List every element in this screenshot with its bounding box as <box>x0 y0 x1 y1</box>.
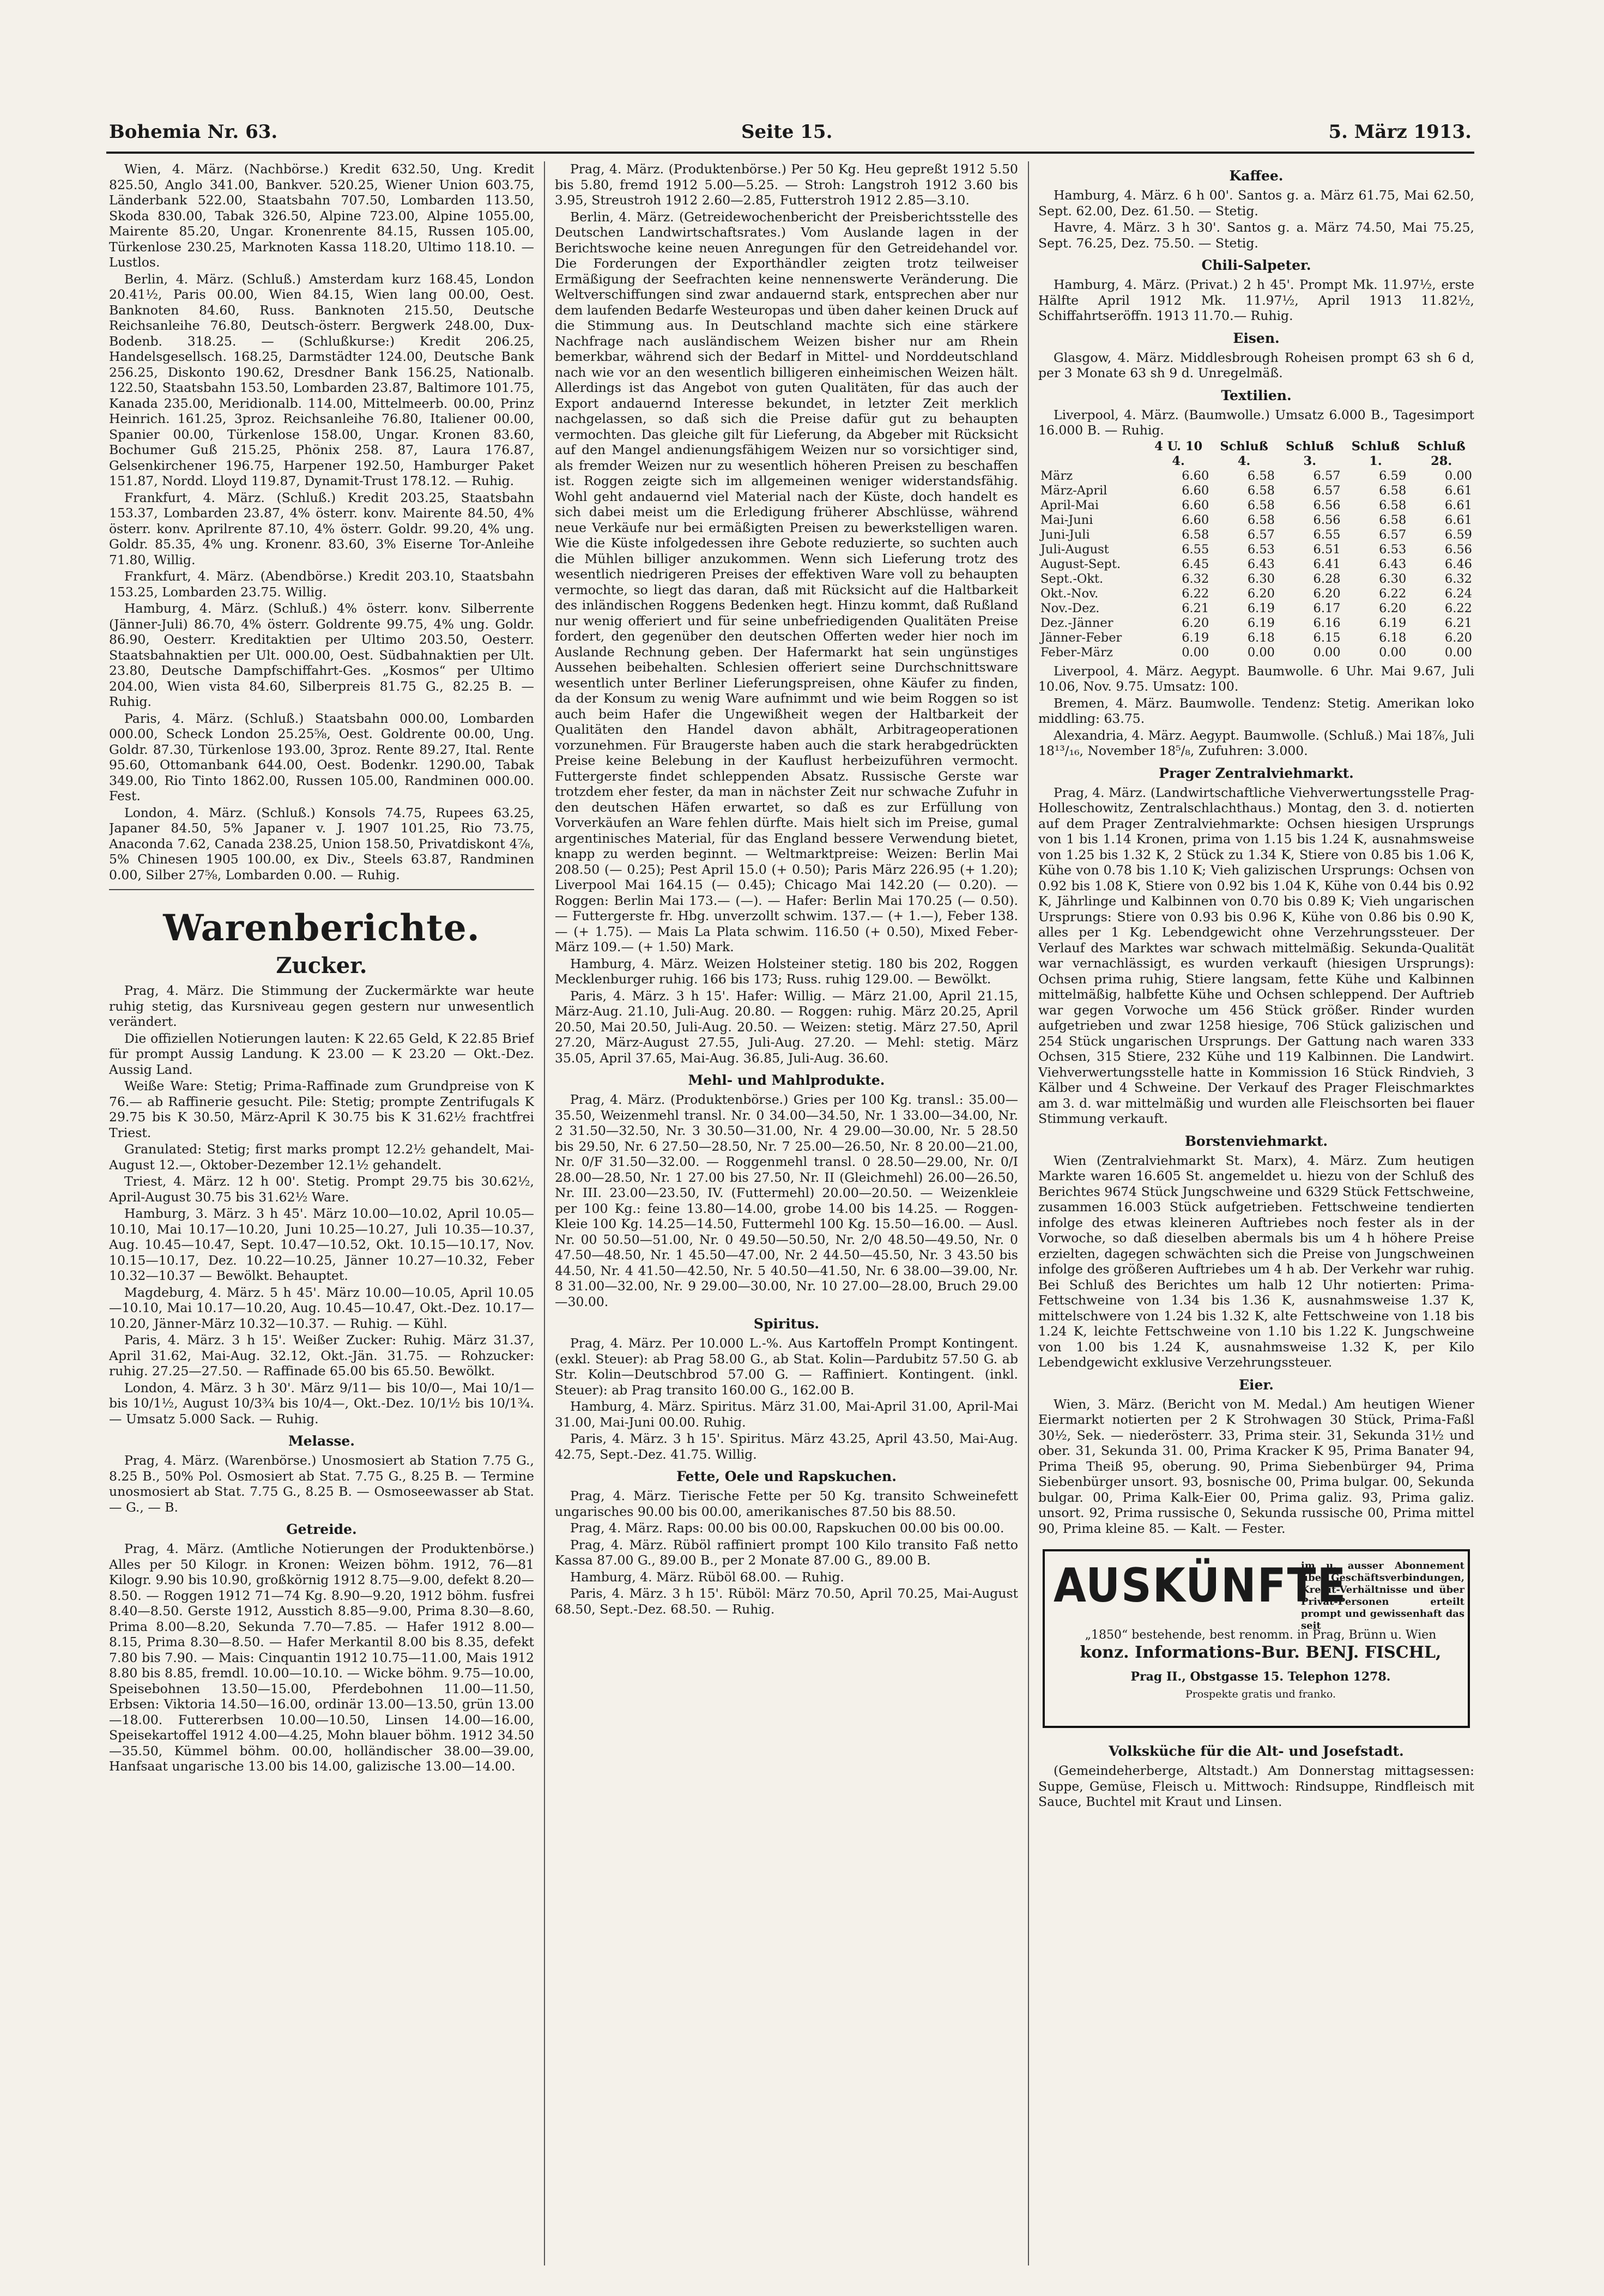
table-cell: 0.00 <box>1247 645 1275 660</box>
table-cell: 6.58 <box>1247 512 1275 527</box>
melasse-heading: Melasse. <box>288 1433 355 1449</box>
paragraph: Hamburg, 4. März. (Schluß.) 4% österr. konv. Silberrente (Jänner-Juli) 86.70, 4% österr. Goldrente 99.75, 4% ung. Goldr. 86.90, Oesterr. Kreditaktien per Ultimo 203.50, Oesterr. Staatsbahnaktien per Ult. 000.00, Oest. Südbahnaktien per Ult. 23.80, Deutsche Dampfschiffahrt-Ges. „Kosmos“ per Ultimo 204.00, Wien vista 84.60, Silberpreis 81.75 G., 82.25 B. — Ruhig. <box>109 601 534 709</box>
table-cell: 6.22 <box>1182 586 1209 601</box>
table-cell: 6.58 <box>1379 512 1407 527</box>
table-cell: 6.57 <box>1379 527 1407 542</box>
paragraph: Prag, 4. März. Raps: 00.00 bis 00.00, Rapskuchen 00.00 bis 00.00. <box>570 1520 1004 1536</box>
paragraph: Magdeburg, 4. März. 5 h 45'. März 10.00—10.05, April 10.05—10.10, Mai 10.17—10.20, Aug. 10.45—10.47, Okt.-Dez. 10.17—10.20, Jänner-März 10.32—10.37. — Ruhig. — Kühl. <box>109 1284 534 1331</box>
paragraph: Wien (Zentralviehmarkt St. Marx), 4. März. Zum heutigen Markte waren 16.605 St. angemeldet u. hiezu von der Schluß des Berichtes 9674 Stück Jungschweine und 6329 Stück Fettschweine, zusammen 16.003 Stück aufgetrieben. Fettschweine tendierten infolge des etwas kleineren Auftriebes noch fester als in der Vorwoche, so daß dieselben abermals bis um 4 h höhere Preise erzielten, dagegen schwächten sich die Preise von Jungschweinen infolge des größeren Auftriebes um 4 h ab. Der Verkehr war ruhig. Bei Schluß des Berichtes um halb 12 Uhr notierten: Prima-Fettschweine von 1.34 bis 1.36 K, ausnahmsweise 1.37 K, mittelschwere von 1.24 bis 1.32 K, alte Fettschweine von 1.18 bis 1.24 K, leichte Fettschweine von 1.10 bis 1.22 K. Jungschweine von 1.00 bis 1.24 K, ausnahmsweise 1.32 K, per Kilo Lebendgewicht exklusive Verzehrungssteuer. <box>1038 1152 1474 1370</box>
table-cell: Nov.-Dez. <box>1040 601 1100 615</box>
column-1 <box>109 161 534 2265</box>
table-cell: 0.00 <box>1444 468 1472 483</box>
table-row <box>1038 484 1474 498</box>
paragraph: Prag, 4. März. (Amtliche Notierungen der Produktenbörse.) Alles per 50 Kilogr. in Kronen: Weizen böhm. 1912, 76—81 Kilogr. 9.90 bis 10.90, großkörnig 1912 8.75—9.00, defekt 8.20—8.50. — Roggen 1912 71—74 Kg. 8.90—9.20, 1912 böhm. fusfrei 8.40—8.50. Gerste 1912, Ausstich 8.85—9.00, Prima 8.30—8.60, Prima 8.00—8.20, Sekunda 7.70—7.85. — Hafer 1912 8.00—8.15, Prima 8.30—8.50. — Hafer Merkantil 8.00 bis 8.35, defekt 7.80 bis 7.90. — Mais: Cinquantin 1912 10.75—11.00, Mais 1912 8.80 bis 8.85, fremdl. 10.00—10.10. — Wicke böhm. 9.75—10.00, Speisebohnen 13.50—15.00, Pferdebohnen 11.00—11.50, Erbsen: Viktoria 14.50—16.00, ordinär 13.00—13.50, grün 13.00—18.00. Futtererbsen 10.00—10.50, Linsen 14.00—16.00, Speisekartoffel 1912 4.00—4.25, Mohn blauer böhm. 1912 34.50—35.50, Kümmel böhm. 00.00, holländischer 38.00—39.00, Hanfsaat ungarische 13.00 bis 14.00, galizische 13.00—14.00. <box>109 1541 534 1774</box>
table-header-cell <box>1038 439 1146 454</box>
ad-address: Prag II., Obstgasse 15. Telephon 1278. <box>1130 1670 1391 1684</box>
table-cell: Juni-Juli <box>1040 527 1090 542</box>
table-cell: 6.18 <box>1379 630 1407 645</box>
table-cell: 6.56 <box>1444 542 1472 557</box>
table-cell: 6.20 <box>1182 615 1209 630</box>
table-cell: März <box>1040 468 1073 483</box>
table-header-cell: Schluß <box>1220 439 1268 454</box>
table-cell: 6.53 <box>1379 542 1407 557</box>
paragraph: Liverpool, 4. März. Aegypt. Baumwolle. 6 Uhr. Mai 9.67, Juli 10.06, Nov. 9.75. Umsatz: 100. <box>1038 663 1474 694</box>
table-cell: 6.53 <box>1247 542 1275 557</box>
boerse-section <box>109 161 534 883</box>
paragraph: London, 4. März. 3 h 30'. März 9/11— bis 10/0—, Mai 10/1— bis 10/1½, August 10/3¾ bis 10/4—, Okt.-Dez. 10/1½ bis 10/1¾. — Umsatz 5.000 Sack. — Ruhig. <box>109 1380 534 1427</box>
paragraph: Glasgow, 4. März. Middlesbrough Roheisen prompt 63 sh 6 d, per 3 Monate 63 sh 9 d. Unregelmäß. <box>1038 349 1474 380</box>
paragraph: Frankfurt, 4. März. (Abendbörse.) Kredit 203.10, Staatsbahn 153.25, Lombarden 23.75. Willig. <box>109 569 534 600</box>
table-cell: 6.58 <box>1182 527 1209 542</box>
table-cell: 6.55 <box>1313 527 1341 542</box>
paragraph: Prag, 4. März. (Produktenbörse.) Gries per 100 Kg. transl.: 35.00—35.50, Weizenmehl transl. Nr. 0 34.00—34.50, Nr. 1 33.00—34.00, Nr. 2 31.50—32.50, Nr. 3 30.50—31.00, Nr. 4 29.00—30.00, Nr. 5 28.50 bis 29.50, Nr. 6 27.50—28.50, Nr. 7 25.00—26.50, Nr. 8 20.00—21.00, Nr. 0/F 31.50—32.00. — Roggenmehl transl. 0 28.50—29.00, Nr. 0/I 28.00—28.50, Nr. 1 27.00 bis 27.50, Nr. II (Gleichmehl) 26.00—26.50, Nr. III. 23.00—23.50, IV. (Futtermehl) 20.00—20.50. — Weizenkleie per 100 Kg.: feine 13.80—14.00, grobe 14.00 bis 14.25. — Roggen-Kleie 100 Kg. 14.25—14.50, Futtermehl 100 Kg. 15.50—16.00. — Ausl. Nr. 00 50.50—51.00, Nr. 0 49.50—50.50, Nr. 2/0 48.50—49.50, Nr. 0 47.50—48.50, Nr. 1 45.50—47.00, Nr. 2 44.50—45.50, Nr. 3 43.50 bis 44.50, Nr. 4 41.50—42.50, Nr. 5 40.50—41.50, Nr. 6 38.00—39.00, Nr. 8 31.00—32.00, Nr. 9 29.00—30.00, Nr. 10 27.00—28.00, Bruch 29.00—30.00. <box>555 1092 1018 1309</box>
ad-line: „1850“ bestehende, best renomm. in Prag, Brünn u. Wien <box>1085 1628 1437 1642</box>
table-header-cell <box>1038 454 1146 469</box>
table-header-cell: 4. <box>1237 454 1251 468</box>
table-header-cell: 4 U. 10 <box>1154 439 1203 454</box>
table-cell: 6.41 <box>1313 557 1341 571</box>
paragraph: Prag, 4. März. (Warenbörse.) Unosmosiert ab Station 7.75 G., 8.25 B., 50% Pol. Osmosiert ab Stat. 7.75 G., 8.25 B. — Termine unosmosiert ab Stat. 7.75 G., 8.25 B. — Osmoseewasser ab Stat. — G., — B. <box>109 1453 534 1515</box>
table-cell: 0.00 <box>1379 645 1407 660</box>
table-cell: 6.58 <box>1247 483 1275 498</box>
column-divider <box>544 161 545 2265</box>
table-cell: 6.43 <box>1247 557 1275 571</box>
paragraph: Hamburg, 3. März. 3 h 45'. März 10.00—10.02, April 10.05—10.10, Mai 10.17—10.20, Juni 10.25—10.27, Juli 10.35—10.37, Aug. 10.45—10.47, Sept. 10.47—10.52, Okt. 10.15—10.17, Nov. 10.15—10.17, Dez. 10.22—10.25, Jänner 10.27—10.32, Feber 10.32—10.37 — Bewölkt. Behauptet. <box>109 1206 534 1283</box>
table-cell: 6.30 <box>1379 571 1407 586</box>
table-row <box>1038 557 1474 572</box>
table-cell: 6.20 <box>1247 586 1275 601</box>
table-cell: 6.43 <box>1379 557 1407 571</box>
table-cell: 6.18 <box>1247 630 1275 645</box>
paragraph: Triest, 4. März. 12 h 00'. Stetig. Prompt 29.75 bis 30.62½, April-August 30.75 bis 31.62½ Ware. <box>109 1174 534 1205</box>
header-left: Bohemia Nr. 63. <box>109 121 278 143</box>
paragraph: Die offiziellen Notierungen lauten: K 22.65 Geld, K 22.85 Brief für prompt Aussig Landung. K 23.00 — K 23.20 — Okt.-Dez. Aussig Land. <box>109 1030 534 1077</box>
table-cell: 6.58 <box>1247 498 1275 512</box>
paragraph: Paris, 4. März. 3 h 15'. Hafer: Willig. — März 21.00, April 21.15, März-Aug. 21.10, Juli-Aug. 20.80. — Roggen: ruhig. März 20.25, April 20.50, Mai 20.50, Juli-Aug. 20.50. — Weizen: stetig. März 27.50, April 27.20, März-August 27.55, Juli-Aug. 27.20. — Mehl: stetig. März 35.05, April 37.65, Mai-Aug. 36.85, Juli-Aug. 36.60. <box>555 988 1018 1066</box>
paragraph: Hamburg, 4. März. Weizen Holsteiner stetig. 180 bis 202, Roggen Mecklenburger ruhig. 166 bis 173; Russ. ruhig 129.00. — Bewölkt. <box>555 956 1018 987</box>
table-cell: 6.32 <box>1444 571 1472 586</box>
paragraph: Prag, 4. März. Die Stimmung der Zuckermärkte war heute ruhig stetig, das Kursniveau gegen gestern nur unwesentlich verändert. <box>109 983 534 1029</box>
paragraph: (Gemeindeherberge, Altstadt.) Am Donnerstag mittagsessen: Suppe, Gemüse, Fleisch u. Mittwoch: Rindsuppe, Rindfleisch mit Sauce, Buchtel mit Kraut und Linsen. <box>1038 1763 1474 1809</box>
eisen-heading: Eisen. <box>1233 330 1280 346</box>
paragraph: Frankfurt, 4. März. (Schluß.) Kredit 203.25, Staatsbahn 153.37, Lombarden 23.87, 4% österr. konv. Mairente 84.50, 4% österr. konv. Aprilrente 87.10, 4% österr. Goldr. 99.20, 4% ung. Goldr. 85.35, 4% ung. Kronenr. 83.60, 3% Eiserne Tor-Anleihe 71.80, Willig. <box>109 490 534 567</box>
paragraph: Hamburg, 4. März. Rüböl 68.00. — Ruhig. <box>570 1569 844 1585</box>
paragraph: Prag, 4. März. (Produktenbörse.) Per 50 Kg. Heu gepreßt 1912 5.50 bis 5.80, fremd 1912 5.00—5.25. — Stroh: Langstroh 1912 3.60 bis 3.95, Streustroh 1912 2.60—2.85, Futterstroh 1912 2.85—3.10. <box>555 161 1018 208</box>
table-row <box>1038 631 1474 645</box>
table-cell: 6.17 <box>1313 601 1341 615</box>
table-row <box>1038 542 1474 557</box>
paragraph: Hamburg, 4. März. 6 h 00'. Santos g. a. März 61.75, Mai 62.50, Sept. 62.00, Dez. 61.50. — Stetig. <box>1038 188 1474 219</box>
table-cell: 6.19 <box>1247 601 1275 615</box>
paragraph: Hamburg, 4. März. (Privat.) 2 h 45'. Prompt Mk. 11.97½, erste Hälfte April 1912 Mk. 11.97½, April 1913 11.82½, Schiffahrtseröffn. 1913 11.70.— Ruhig. <box>1038 277 1474 323</box>
table-cell: 6.56 <box>1313 498 1341 512</box>
table-cell: Sept.-Okt. <box>1040 571 1104 586</box>
table-cell: 6.19 <box>1247 615 1275 630</box>
table-cell: 6.20 <box>1444 630 1472 645</box>
table-cell: 6.60 <box>1182 468 1209 483</box>
table-row <box>1038 498 1474 513</box>
table-cell: 6.15 <box>1313 630 1341 645</box>
table-cell: 6.60 <box>1182 498 1209 512</box>
table-body <box>1038 469 1474 660</box>
zucker-heading: Zucker. <box>276 953 367 978</box>
paragraph: Berlin, 4. März. (Getreidewochenbericht der Preisberichtsstelle des Deutschen Landwirtschaftsrates.) Vom Auslande lagen in der Berichtswoche keine neuen Anregungen für den Getreidehandel vor. Die Forderungen der Exporthändler zeigten trotz teilweiser Ermäßigung der Seefrachten keine nennenswerte Veränderung. Die Weltverschiffungen sind zwar andauernd stark, entsprechen aber nur dem laufenden Bedarfe Westeuropas und üben daher keinen Druck auf die Stimmung aus. In Deutschland machte sich eine stärkere Nachfrage nach ausländischem Weizen bisher nur am Rhein bemerkbar, während sich der Bedarf in Mittel- und Norddeutschland nach wie vor an den wesentlich billigeren einheimischen Weizen hält. Allerdings ist das Angebot von guten Qualitäten, für das auch der Export andauernd Interesse bekundet, in letzter Zeit merklich nachgelassen, so daß sich die Preise dafür gut zu behaupten vermochten. Das gleiche gilt für Lieferung, da Abgeber mit Rücksicht auf den Mangel andienungsfähigem Weizen nur so vorsichtiger sind, als fremder Weizen nur zu wesentlich höheren Preisen zu beschaffen ist. Roggen zeigte sich im allgemeinen weniger widerstandsfähig. Wohl geht andauernd viel Material nach der Küste, doch handelt es sich dabei meist um die Erledigung früherer Abschlüsse, während neue Verkäufe nur bei ermäßigten Preisen zu bewerkstelligen waren. Wie die Küste infolgedessen ihre Gebote reduzierte, so suchten auch die Mühlen billiger anzukommen. Wenn sich Lieferung trotz des wesentlich niedrigeren Preises der effektiven Ware voll zu behaupten vermochte, so liegt das daran, daß mit Rücksicht auf die Haltbarkeit des inländischen Roggens Bedenken hegt. Hinzu kommt, daß Rußland nur wenig offeriert und für seine unbefriedigenden Qualitäten Preise fordert, den gegenüber den deutschen Offerten weder hier noch im Auslande Rechnung geben. Der Hafermarkt hat sein ungünstiges Aussehen beibehalten. Schlesien offeriert seine Durchschnittsware wesentlich unter Berliner Lieferungspreisen, ohne Käufer zu finden, da der Konsum zu wenig Ware aufnimmt und wie beim Roggen so ist auch beim Hafer die Ungewißheit wegen der Haltbarkeit der Qualitäten den Handel davon abhält, Arbitrageoperationen vorzunehmen. Für Braugerste haben auch die stark herabgedrückten Preise keine Belebung in der Kauflust herbeizuführen vermocht. Futtergerste findet schleppenden Absatz. Russische Gerste war trotzdem eher fester, da man in nächster Zeit nur schwache Zufuhr in den deutschen Häfen erwartet, so daß es zur Erfüllung von Vorverkäufen an Ware fehlen dürfte. Mais hielt sich im Preise, gumal argentinisches Material, für das England bessere Verwendung bietet, knapp zu werden beginnt. — Weltmarktpreise: Weizen: Berlin Mai 208.50 (— 0.25); Pest April 15.0 (+ 0.50); Paris März 226.95 (+ 1.20); Liverpool Mai 164.15 (— 0.45); Chicago Mai 142.20 (— 0.20). — Roggen: Berlin Mai 173.— (—). — Hafer: Berlin Mai 170.25 (— 0.50). — Futtergerste fr. Hbg. unverzollt schwim. 137.— (+ 1.—), Feber 138.— (+ 1.75). — Mais La Plata schwim. 116.50 (+ 0.50), Mixed Feber-März 109.— (+ 1.50) Mark. <box>555 209 1018 954</box>
table-header-row <box>1038 454 1474 469</box>
table-cell: 6.58 <box>1247 468 1275 483</box>
cotton-price-table <box>1038 439 1474 660</box>
table-cell: 6.30 <box>1247 571 1275 586</box>
table-cell: 6.58 <box>1379 483 1407 498</box>
paragraph: Prag, 4. März. Rüböl raffiniert prompt 100 Kilo transito Faß netto Kassa 87.00 G., 89.00 B., per 2 Monate 87.00 G., 89.00 B. <box>555 1537 1018 1568</box>
paragraph: Bremen, 4. März. Baumwolle. Tendenz: Stetig. Amerikan loko middling: 63.75. <box>1038 695 1474 726</box>
table-cell: 6.20 <box>1313 586 1341 601</box>
table-cell: 0.00 <box>1444 645 1472 660</box>
table-cell: 6.60 <box>1182 483 1209 498</box>
eier-heading: Eier. <box>1238 1376 1274 1393</box>
table-row <box>1038 469 1474 484</box>
paragraph: London, 4. März. (Schluß.) Konsols 74.75, Rupees 63.25, Japaner 84.50, 5% Japaner v. J. 1907 101.25, Rio 73.75, Anaconda 7.62, Canada 238.25, Union 158.50, Privatdiskont 4⅞, 5% Chinesen 1905 100.00, ex Div., Steels 63.87, Randminen 0.00, Silber 27⅝, Lombarden 0.00. — Ruhig. <box>109 805 534 883</box>
column-2 <box>555 161 1018 2265</box>
paragraph: Alexandria, 4. März. Aegypt. Baumwolle. (Schluß.) Mai 18⅞, Juli 18¹³/₁₆, November 18⁵/₈, Zufuhren: 3.000. <box>1038 727 1474 758</box>
table-cell: 6.61 <box>1444 483 1472 498</box>
table-cell: 6.20 <box>1379 601 1407 615</box>
paragraph: Paris, 4. März. (Schluß.) Staatsbahn 000.00, Lombarden 000.00, Scheck London 25.25⅝, Oest. Goldrente 00.00, Ung. Goldr. 87.30, Türkenlose 193.00, 3proz. Rente 89.27, Ital. Rente 95.60, Ottomanbank 644.00, Oest. Bodenkr. 1290.00, Tabak 349.00, Rio Tinto 1862.00, Russen 105.00, Randminen 000.00. Fest. <box>109 710 534 803</box>
paragraph: Prag, 4. März. Tierische Fette per 50 Kg. transito Schweinefett ungarisches 90.00 bis 00.00, amerikanisches 87.50 bis 88.50. <box>555 1488 1018 1519</box>
paragraph: Wien, 4. März. (Nachbörse.) Kredit 632.50, Ung. Kredit 825.50, Anglo 341.00, Bankver. 520.25, Wiener Union 603.75, Länderbank 522.00, Staatsbahn 707.50, Lombarden 113.50, Skoda 830.00, Tabak 326.50, Alpine 723.00, Alpine 1055.00, Mairente 85.20, Ungar. Kronenrente 84.15, Russen 105.00, Türkenlose 230.25, Marknoten Kassa 118.20, Ultimo 118.10. — Lustlos. <box>109 161 534 270</box>
column-3 <box>1038 161 1474 2265</box>
table-cell: Okt.-Nov. <box>1040 586 1099 601</box>
table-cell: 6.22 <box>1444 601 1472 615</box>
table-row <box>1038 616 1474 631</box>
kaffee-heading: Kaffee. <box>1229 168 1284 184</box>
table-cell: 6.59 <box>1379 468 1407 483</box>
table-cell: 6.61 <box>1444 512 1472 527</box>
table-cell: 6.19 <box>1379 615 1407 630</box>
ad-title: AUSKÜNFTE <box>1054 1558 1347 1613</box>
table-cell: 0.00 <box>1313 645 1341 660</box>
ad-line: Prospekte gratis und franko. <box>1185 1688 1336 1700</box>
table-header-cell: 1. <box>1369 454 1382 468</box>
table-cell: 6.19 <box>1182 630 1209 645</box>
table-header-cell: Schluß <box>1286 439 1334 454</box>
table-cell: 6.57 <box>1313 468 1341 483</box>
table-cell: 6.60 <box>1182 512 1209 527</box>
table-cell: 6.55 <box>1182 542 1209 557</box>
table-row <box>1038 572 1474 587</box>
paragraph: Wien, 3. März. (Bericht von M. Medal.) Am heutigen Wiener Eiermarkt notierten per 2 K Strohwagen 30 Stück, Prima-Faßl 30½, Sek. — niederösterr. 33, Prima steir. 31, Sekunda 31½ und ober. 31, Sekunda 31. 00, Prima Kracker K 95, Prima Banater 94, Prima Theiß 95, oberung. 90, Prima Siebenbürger 94, Prima Siebenbürger unsort. 93, bosnische 00, Prima bulgar. 00, Sekunda bulgar. 00, Prima Kalk-Eier 00, Prima galiz. 93, Prima galiz. unsort. 92, Prima russische 0, Sekunda russische 00, Prima mittel 90, Prima kleine 85. — Kalt. — Fester. <box>1038 1396 1474 1536</box>
table-header-cell: Schluß <box>1417 439 1466 454</box>
table-cell: 6.32 <box>1182 571 1209 586</box>
section-divider <box>109 889 534 890</box>
zentralviehmarkt-heading: Prager Zentralviehmarkt. <box>1159 765 1354 781</box>
table-cell: April-Mai <box>1040 498 1099 512</box>
paragraph: Paris, 4. März. 3 h 15'. Rüböl: März 70.50, April 70.25, Mai-August 68.50, Sept.-Dez. 68.50. — Ruhig. <box>555 1586 1018 1617</box>
table-cell: 6.61 <box>1444 498 1472 512</box>
table-cell: 6.22 <box>1379 586 1407 601</box>
paragraph: Prag, 4. März. (Landwirtschaftliche Viehverwertungsstelle Prag-Holleschowitz, Zentralschlachthaus.) Montag, den 3. d. notierten auf dem Prager Zentralviehmarkte: Ochsen hiesigen Ursprungs von 1 bis 1.14 Kronen, prima von 1.15 bis 1.24 K, ausnahmsweise von 1.25 bis 1.32 K, 2 Stück zu 1.34 K, Stiere von 0.85 bis 1.06 K, Kühe von 0.78 bis 1.10 K; Vieh galizischen Ursprungs: Ochsen von 0.92 bis 1.08 K, Stiere von 0.92 bis 1.04 K, Kühe von 0.44 bis 0.92 K, Jährlinge und Kalbinnen von 0.70 bis 0.89 K; Vieh ungarischen Ursprungs: Stiere von 0.93 bis 0.96 K, Kühe von 0.86 bis 0.90 K, alles per 1 Kg. Lebendgewicht ohne Verzehrungssteuer. Der Verlauf des Marktes war schwach mittelmäßig. Sekunda-Qualität war vernachlässigt, es wurden verkauft (hiesigen Ursprungs): Ochsen prima ruhig, Stiere langsam, fette Kühe und Kalbinnen mittelmäßig, halbfette Kühe und Ochsen schleppend. Der Auftrieb war gegen Vorwoche um 456 Stück größer. Rinder wurden aufgetrieben und zwar 1258 hiesige, 706 Stück galizischen und 254 Stück ungarischen Ursprungs. Der Gattung nach waren 333 Ochsen, 315 Stiere, 232 Kühe und 119 Kalbinnen. Die Landwirt. Viehverwertungsstelle hatte in Kommission 16 Stück Rindvieh, 3 Kälber und 4 Schweine. Der Verkauf des Prager Fleischmarktes am 3. d. war mittelmäßig und wurden alle Fleischsorten bei flauer Stimmung verkauft. <box>1038 784 1474 1126</box>
table-cell: 6.57 <box>1247 527 1275 542</box>
table-row <box>1038 601 1474 616</box>
table-cell: 6.56 <box>1313 512 1341 527</box>
header-rule <box>106 152 1474 154</box>
header-right: 5. März 1913. <box>1328 121 1472 143</box>
paragraph: Granulated: Stetig; first marks prompt 12.2½ gehandelt, Mai-August 12.—, Oktober-Dezember 12.1½ gehandelt. <box>109 1141 534 1173</box>
table-cell: Jänner-Feber <box>1040 630 1122 645</box>
table-header-cell: 4. <box>1172 454 1185 468</box>
table-cell: 6.45 <box>1182 557 1209 571</box>
table-cell: Mai-Juni <box>1040 512 1093 527</box>
header-center: Seite 15. <box>741 121 833 143</box>
chili-heading: Chili-Salpeter. <box>1201 257 1311 273</box>
table-row <box>1038 645 1474 660</box>
fette-heading: Fette, Oele und Rapskuchen. <box>676 1469 897 1484</box>
table-cell: Dez.-Jänner <box>1040 615 1113 630</box>
table-header-cell: Schluß <box>1351 439 1400 454</box>
mehl-heading: Mehl- und Mahlprodukte. <box>688 1072 885 1088</box>
ad-side-text: im u. ausser Abonnement über Geschäftsverbindungen, Kredit-Verhältnisse und über Privat-Personen erteilt prompt und gewissenhaft das seit <box>1301 1560 1464 1632</box>
table-cell: 6.28 <box>1313 571 1341 586</box>
spiritus-heading: Spiritus. <box>753 1316 820 1332</box>
borstenviehmarkt-heading: Borstenviehmarkt. <box>1184 1133 1328 1149</box>
paragraph: Prag, 4. März. Per 10.000 L.-%. Aus Kartoffeln Prompt Kontingent. (exkl. Steuer): ab Prag 58.00 G., ab Stat. Kolin—Pardubitz 57.50 G. ab Str. Kolin—Deutschbrod 57.00 G. — Raffiniert. Kontingent. (inkl. Steuer): ab Prag transito 160.00 G., 162.00 B. <box>555 1336 1018 1398</box>
page-header <box>109 121 1472 148</box>
table-row <box>1038 528 1474 542</box>
advertisement-box <box>1043 1549 1470 1728</box>
table-cell: Feber-März <box>1040 645 1113 660</box>
table-cell: 6.16 <box>1313 615 1341 630</box>
table-cell: 6.57 <box>1313 483 1341 498</box>
warenberichte-heading: Warenberichte. <box>163 907 480 949</box>
table-cell: März-April <box>1040 483 1107 498</box>
paragraph: Hamburg, 4. März. Spiritus. März 31.00, Mai-April 31.00, April-Mai 31.00, Mai-Juni 00.00. Ruhig. <box>555 1399 1018 1430</box>
paragraph: Havre, 4. März. 3 h 30'. Santos g. a. März 74.50, Mai 75.25, Sept. 76.25, Dez. 75.50. — Stetig. <box>1038 220 1474 251</box>
table-cell: Juli-August <box>1040 542 1109 557</box>
paragraph: Paris, 4. März. 3 h 15'. Weißer Zucker: Ruhig. März 31.37, April 31.62, Mai-Aug. 32.12, Okt.-Jän. 31.75. — Rohzucker: ruhig. 27.25—27.50. — Raffinade 65.00 bis 65.50. Bewölkt. <box>109 1332 534 1379</box>
table-cell: 6.24 <box>1444 586 1472 601</box>
table-cell: 6.59 <box>1444 527 1472 542</box>
notice <box>1038 1742 1474 1810</box>
table-cell: 6.46 <box>1444 557 1472 571</box>
paragraph: Paris, 4. März. 3 h 15'. Spiritus. März 43.25, April 43.50, Mai-Aug. 42.75, Sept.-Dez. 41.75. Willig. <box>555 1431 1018 1462</box>
table-header-cell: 28. <box>1431 454 1452 468</box>
getreide-heading: Getreide. <box>286 1521 357 1537</box>
table-header-cell: 3. <box>1303 454 1317 468</box>
paragraph: Liverpool, 4. März. (Baumwolle.) Umsatz 6.000 B., Tagesimport 16.000 B. — Ruhig. <box>1038 407 1474 438</box>
ad-company: konz. Informations-Bur. BENJ. FISCHL, <box>1080 1643 1442 1662</box>
table-row <box>1038 587 1474 601</box>
table-row <box>1038 513 1474 528</box>
table-header-row <box>1038 439 1474 454</box>
column-divider <box>1028 161 1029 2265</box>
paragraph: Berlin, 4. März. (Schluß.) Amsterdam kurz 168.45, London 20.41½, Paris 00.00, Wien 84.15, Wien lang 00.00, Oest. Banknoten 84.60, Russ. Banknoten 215.50, Deutsche Reichsanleihe 76.80, Deutsch-österr. Bergwerk 248.00, Dux-Bodenb. 318.25. — (Schlußkurse:) Kredit 206.25, Handelsgesellsch. 168.25, Darmstädter 124.00, Deutsche Bank 256.25, Diskonto 190.62, Dresdner Bank 156.25, Nationalb. 122.50, Staatsbahn 153.50, Lombarden 23.87, Baltimore 101.75, Kanada 235.00, Meridionalb. 114.00, Mittelmeerb. 00.00, Prinz Heinrich. 161.25, 3proz. Reichsanleihe 76.80, Italiener 00.00, Spanier 00.00, Türkenlose 158.00, Ungar. Kronen 83.60, Bochumer Guß 215.25, Phönix 258. 87, Laura 176.87, Gelsenkirchener 196.75, Harpener 192.50, Hamburger Paket 151.87, Nordd. Lloyd 119.87, Dynamit-Trust 178.12. — Ruhig. <box>109 271 534 488</box>
table-cell: 0.00 <box>1182 645 1209 660</box>
table-cell: August-Sept. <box>1040 557 1121 571</box>
textil-heading: Textilien. <box>1221 387 1292 403</box>
table-cell: 6.58 <box>1379 498 1407 512</box>
table-cell: 6.51 <box>1313 542 1341 557</box>
notice-heading: Volksküche für die Alt- und Josefstadt. <box>1109 1743 1404 1759</box>
table-cell: 6.21 <box>1444 615 1472 630</box>
table-cell: 6.21 <box>1182 601 1209 615</box>
paragraph: Weiße Ware: Stetig; Prima-Raffinade zum Grundpreise von K 76.— ab Raffinerie gesucht. Pile: Stetig; prompte Zentrifugals K 29.75 bis K 30.50, März-April K 30.75 bis K 31.62½ frachtfrei Triest. <box>109 1078 534 1140</box>
